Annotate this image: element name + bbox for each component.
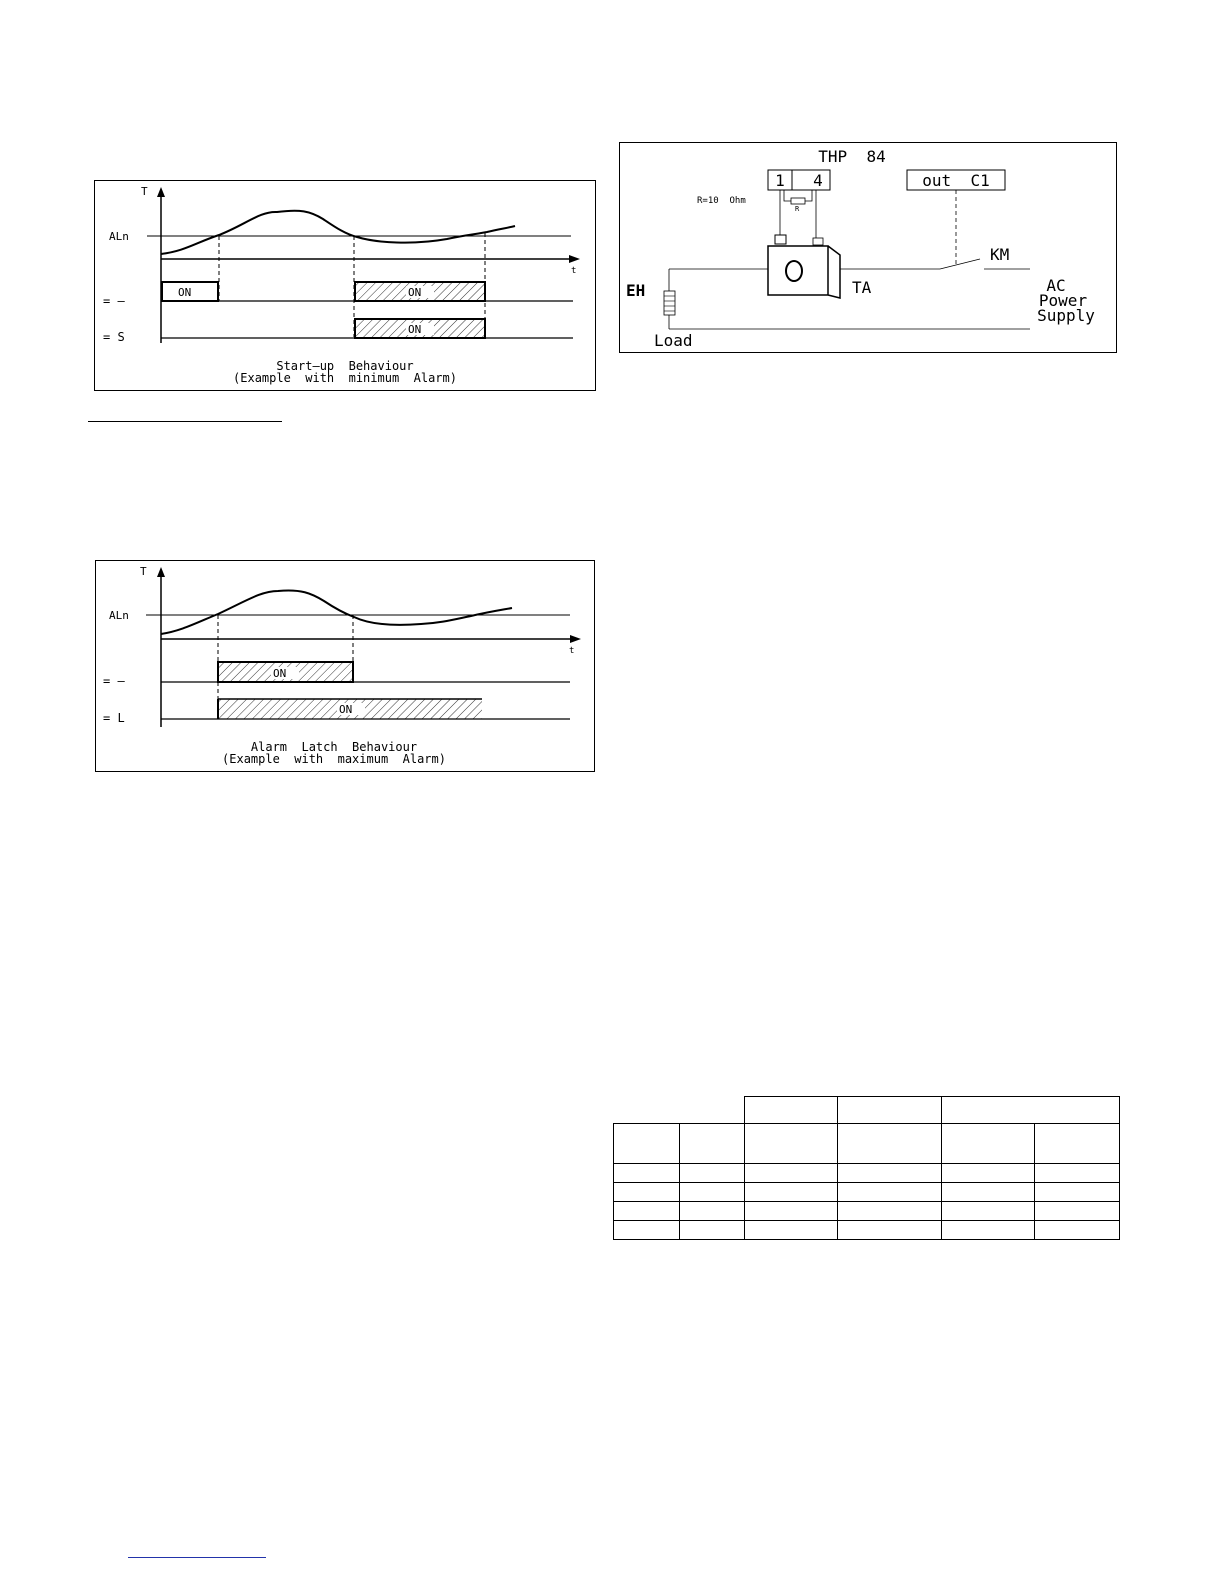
device-title: THP 84 <box>818 147 886 166</box>
table-cell <box>614 1097 745 1124</box>
caption-line-1: Start–up Behaviour <box>276 359 414 373</box>
y-axis-arrow <box>157 567 165 577</box>
table-cell <box>614 1164 680 1183</box>
row1-on-label-1: ON <box>178 286 192 299</box>
table-cell <box>680 1164 745 1183</box>
table-cell <box>614 1124 680 1164</box>
table-cell <box>745 1183 838 1202</box>
table-row <box>614 1183 1120 1202</box>
x-axis-arrow <box>569 255 580 263</box>
table-cell <box>614 1221 680 1240</box>
y-axis-label: T <box>141 185 148 198</box>
threshold-label: ALn <box>109 230 129 243</box>
supply-line-2: Power <box>1038 291 1088 310</box>
table-cell <box>1035 1202 1120 1221</box>
contactor-label: KM <box>990 245 1010 264</box>
heater-label: EH <box>626 281 646 300</box>
row2-on-label: ON <box>408 323 422 336</box>
table-row <box>614 1164 1120 1183</box>
table-header-row-2 <box>614 1124 1120 1164</box>
x-axis-arrow <box>570 635 581 643</box>
table-cell <box>942 1183 1035 1202</box>
table-cell <box>838 1097 942 1124</box>
table-cell <box>680 1183 745 1202</box>
table-cell <box>745 1221 838 1240</box>
table-row <box>614 1202 1120 1221</box>
table-cell <box>838 1221 942 1240</box>
caption-line-1: Alarm Latch Behaviour <box>250 740 418 754</box>
terminal-1-label: 1 <box>775 171 785 190</box>
row2-on-label: ON <box>339 703 353 716</box>
resistor-wire-right <box>805 190 812 201</box>
wiring-diagram <box>620 143 1116 352</box>
table-cell <box>745 1097 838 1124</box>
caption-line-2: (Example with minimum Alarm) <box>233 371 457 385</box>
x-axis-label: t <box>569 646 575 656</box>
load-label: Load <box>654 331 693 350</box>
table-cell <box>942 1221 1035 1240</box>
table-cell <box>680 1221 745 1240</box>
table-cell <box>838 1124 942 1164</box>
table-cell <box>745 1202 838 1221</box>
table-cell <box>838 1183 942 1202</box>
resistor-note: R=10 Ohm <box>697 196 746 206</box>
contactor-switch <box>940 259 980 269</box>
table-cell <box>942 1202 1035 1221</box>
caption-line-2: (Example with maximum Alarm) <box>222 752 446 766</box>
table-cell <box>614 1202 680 1221</box>
table-cell <box>942 1164 1035 1183</box>
row1-on-label-2: ON <box>408 286 422 299</box>
startup-behaviour-diagram <box>95 181 595 390</box>
footer-link-underline[interactable] <box>128 1557 266 1558</box>
table-cell <box>745 1124 838 1164</box>
table-cell <box>680 1202 745 1221</box>
alarm-latch-figure <box>95 560 595 772</box>
current-transformer-icon <box>768 246 840 298</box>
row2-label: = S <box>103 330 125 344</box>
temperature-curve <box>161 211 515 254</box>
ta-core-hole <box>786 261 802 281</box>
row1-on-label: ON <box>273 667 287 680</box>
table-cell <box>1035 1221 1120 1240</box>
table-cell <box>680 1124 745 1164</box>
supply-line-3: Supply <box>1037 306 1095 325</box>
startup-behaviour-figure <box>94 180 596 391</box>
y-axis-label: T <box>140 565 147 578</box>
table-cell <box>838 1202 942 1221</box>
temperature-curve <box>161 590 512 634</box>
table-cell <box>745 1164 838 1183</box>
alarm-latch-diagram <box>96 561 594 771</box>
row1-label: = – <box>103 674 125 688</box>
resistor-symbol <box>791 198 805 204</box>
ta-terminal-left <box>775 235 786 244</box>
x-axis-label: t <box>571 266 577 276</box>
threshold-label: ALn <box>109 609 129 622</box>
heater-resistor-icon <box>664 291 675 315</box>
output-label: out C1 <box>922 171 990 190</box>
section-rule <box>88 421 282 422</box>
table-cell <box>942 1124 1035 1164</box>
y-axis-arrow <box>157 187 165 197</box>
wiring-diagram-figure <box>619 142 1117 353</box>
table-cell <box>1035 1124 1120 1164</box>
parameter-table <box>613 1096 1120 1240</box>
ta-label: TA <box>852 278 872 297</box>
row2-label: = L <box>103 711 125 725</box>
table-cell <box>1035 1164 1120 1183</box>
resistor-label: R <box>795 205 800 213</box>
table-header-row-1 <box>614 1097 1120 1124</box>
ta-terminal-right <box>813 238 823 245</box>
table-row <box>614 1221 1120 1240</box>
terminal-4-label: 4 <box>813 171 823 190</box>
supply-line-1: AC <box>1046 276 1066 295</box>
resistor-wire-left <box>784 190 791 201</box>
row1-label: = – <box>103 294 125 308</box>
table-cell <box>838 1164 942 1183</box>
table-cell <box>942 1097 1120 1124</box>
terminal-4-box <box>792 170 830 190</box>
table-cell <box>614 1183 680 1202</box>
table-cell <box>1035 1183 1120 1202</box>
